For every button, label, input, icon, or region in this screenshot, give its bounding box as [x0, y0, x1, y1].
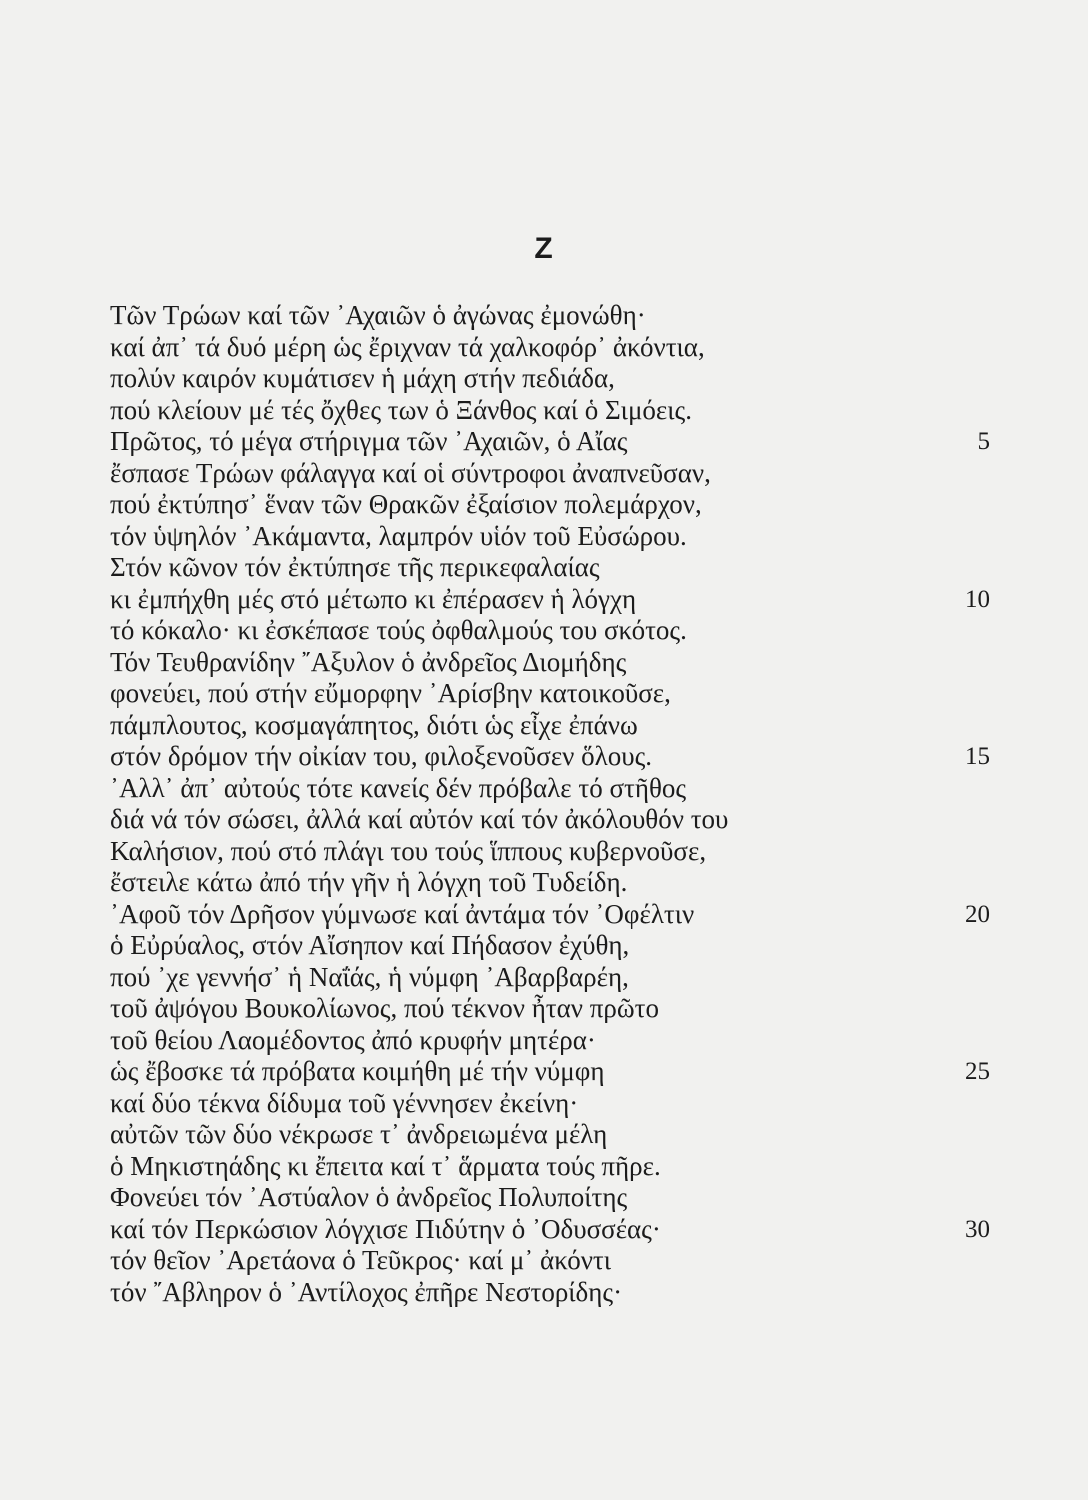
verse-text: τό κόκαλο· κι ἐσκέπασε τούς ὀφθαλμούς του σκότος.: [110, 615, 687, 645]
verse-text: ὁ Εὐρύαλος, στόν Αἴσηπον καί Πήδασον ἐχύθη,: [110, 930, 630, 960]
verse-text: αὐτῶν τῶν δύο νέκρωσε τ᾿ ἀνδρειωμένα μέλη: [110, 1119, 608, 1149]
line-number: 20: [965, 900, 990, 928]
line-number: 15: [965, 743, 990, 770]
verse-line-19: [110, 867, 990, 899]
verse-line-13: [110, 678, 990, 710]
verse-line-27: [110, 1119, 990, 1151]
verse-line-8: [110, 521, 990, 553]
verse-line-4: [110, 395, 990, 427]
line-number: 5: [977, 428, 990, 455]
verse-line-21: [110, 930, 990, 962]
verse-line-31: [110, 1245, 990, 1277]
verse-text: καί δύο τέκνα δίδυμα τοῦ γέννησεν ἐκείνη·: [110, 1087, 579, 1118]
verse-text: Στόν κῶνον τόν ἐκτύπησε τῆς περικεφαλαίας: [110, 552, 600, 582]
verse-text: καί ἀπ᾿ τά δυό μέρη ὡς ἔριχναν τά χαλκοφόρ᾿ ἀκόντια,: [110, 331, 705, 362]
verse-line-26: [110, 1088, 990, 1120]
verse-line-10: [110, 584, 990, 616]
verse-line-11: [110, 615, 990, 647]
verse-text: στόν δρόμον τήν οἰκίαν του, φιλοξενοῦσεν ὅλους.: [110, 741, 653, 771]
verse-line-24: [110, 1025, 990, 1057]
verse-line-17: [110, 804, 990, 836]
line-number: 30: [965, 1215, 990, 1243]
book-title: Ζ: [534, 232, 554, 265]
verse-list: [110, 300, 990, 1308]
verse-text: φονεύει, πού στήν εὔμορφην ᾿Αρίσβην κατοικοῦσε,: [110, 678, 671, 708]
verse-text: ἔσπασε Τρώων φάλαγγα καί οἱ σύντροφοι ἀναπνεῦσαν,: [110, 457, 711, 488]
verse-line-3: [110, 363, 990, 395]
verse-line-6: [110, 458, 990, 490]
verse-line-18: [110, 836, 990, 868]
verse-text: ᾿Αφοῦ τόν Δρῆσον γύμνωσε καί ἀντάμα τόν ᾿Οφέλτιν: [110, 898, 695, 929]
verse-line-29: [110, 1182, 990, 1214]
verse-line-23: [110, 993, 990, 1025]
verse-text: καί τόν Περκώσιον λόγχισε Πιδύτην ὁ ᾿Οδυσσέας·: [110, 1213, 661, 1244]
verse-line-22: [110, 962, 990, 994]
verse-text: τοῦ ἀψόγου Βουκολίωνος, πού τέκνον ἦταν πρῶτο: [110, 993, 659, 1023]
verse-line-5: [110, 426, 990, 458]
verse-line-14: [110, 710, 990, 742]
verse-text: ὡς ἔβοσκε τά πρόβατα κοιμήθη μέ τήν νύμφη: [110, 1056, 605, 1086]
line-number: 10: [965, 585, 990, 613]
verse-text: πολύν καιρόν κυμάτισεν ἡ μάχη στήν πεδιάδα,: [110, 363, 615, 393]
verse-text: τόν θεῖον ᾿Αρετάονα ὁ Τεῦκρος· καί μ᾿ ἀκόντι: [110, 1245, 612, 1275]
verse-line-1: [110, 300, 990, 332]
verse-line-30: [110, 1214, 990, 1246]
verse-line-9: [110, 552, 990, 584]
verse-text: ὁ Μηκιστηάδης κι ἔπειτα καί τ᾿ ἅρματα τούς πῆρε.: [110, 1150, 661, 1181]
verse-line-15: [110, 741, 990, 773]
verse-text: πού κλείουν μέ τές ὄχθες των ὁ Ξάνθος καί ὁ Σιμόεις.: [110, 394, 692, 425]
verse-text: πού ἐκτύπησ᾿ ἕναν τῶν Θρακῶν ἐξαίσιον πολεμάρχον,: [110, 489, 702, 519]
verse-text: Τόν Τευθρανίδην ῎Αξυλον ὁ ἀνδρεῖος Διομήδης: [110, 646, 627, 677]
verse-text: Φονεύει τόν ᾿Αστύαλον ὁ ἀνδρεῖος Πολυποίτης: [110, 1182, 628, 1212]
verse-text: κι ἐμπήχθη μές στό μέτωπο κι ἐπέρασεν ἡ λόγχη: [110, 583, 637, 614]
verse-line-2: [110, 332, 990, 364]
verse-text: τόν ὑψηλόν ᾿Ακάμαντα, λαμπρόν υἱόν τοῦ Εὐσώρου.: [110, 520, 687, 551]
verse-text: τοῦ θείου Λαομέδοντος ἀπό κρυφήν μητέρα·: [110, 1024, 596, 1055]
verse-text: Πρῶτος, τό μέγα στήριγμα τῶν ᾿Αχαιῶν, ὁ Αἴας: [110, 426, 628, 456]
verse-text: ᾿Αλλ᾿ ἀπ᾿ αὐτούς τότε κανείς δέν πρόβαλε τό στῆθος: [110, 772, 687, 803]
verse-line-20: [110, 899, 990, 931]
verse-text: διά νά τόν σώσει, ἀλλά καί αὐτόν καί τόν ἀκόλουθόν του: [110, 804, 729, 834]
verse-text: πάμπλουτος, κοσμαγάπητος, διότι ὡς εἶχε ἐπάνω: [110, 709, 638, 740]
verse-line-32: [110, 1277, 990, 1309]
verse-text: Τῶν Τρώων καί τῶν ᾿Αχαιῶν ὁ ἀγώνας ἐμονώθη·: [110, 300, 646, 330]
verse-line-25: [110, 1056, 990, 1088]
line-number: 25: [965, 1058, 990, 1085]
verse-line-16: [110, 773, 990, 805]
bleed-through-shadow: [110, 70, 970, 130]
verse-line-12: [110, 647, 990, 679]
verse-text: Καλήσιον, πού στό πλάγι του τούς ἵππους κυβερνοῦσε,: [110, 835, 707, 866]
verse-text: πού ᾿χε γεννήσ᾿ ἡ Ναΐάς, ἡ νύμφη ᾿Αβαρβαρέη,: [110, 961, 629, 992]
verse-text: ἔστειλε κάτω ἀπό τήν γῆν ἡ λόγχη τοῦ Τυδείδη.: [110, 867, 628, 897]
verse-line-7: [110, 489, 990, 521]
verse-line-28: [110, 1151, 990, 1183]
verse-text: τόν ῎Αβληρον ὁ ᾿Αντίλοχος ἐπῆρε Νεστορίδης·: [110, 1276, 623, 1307]
